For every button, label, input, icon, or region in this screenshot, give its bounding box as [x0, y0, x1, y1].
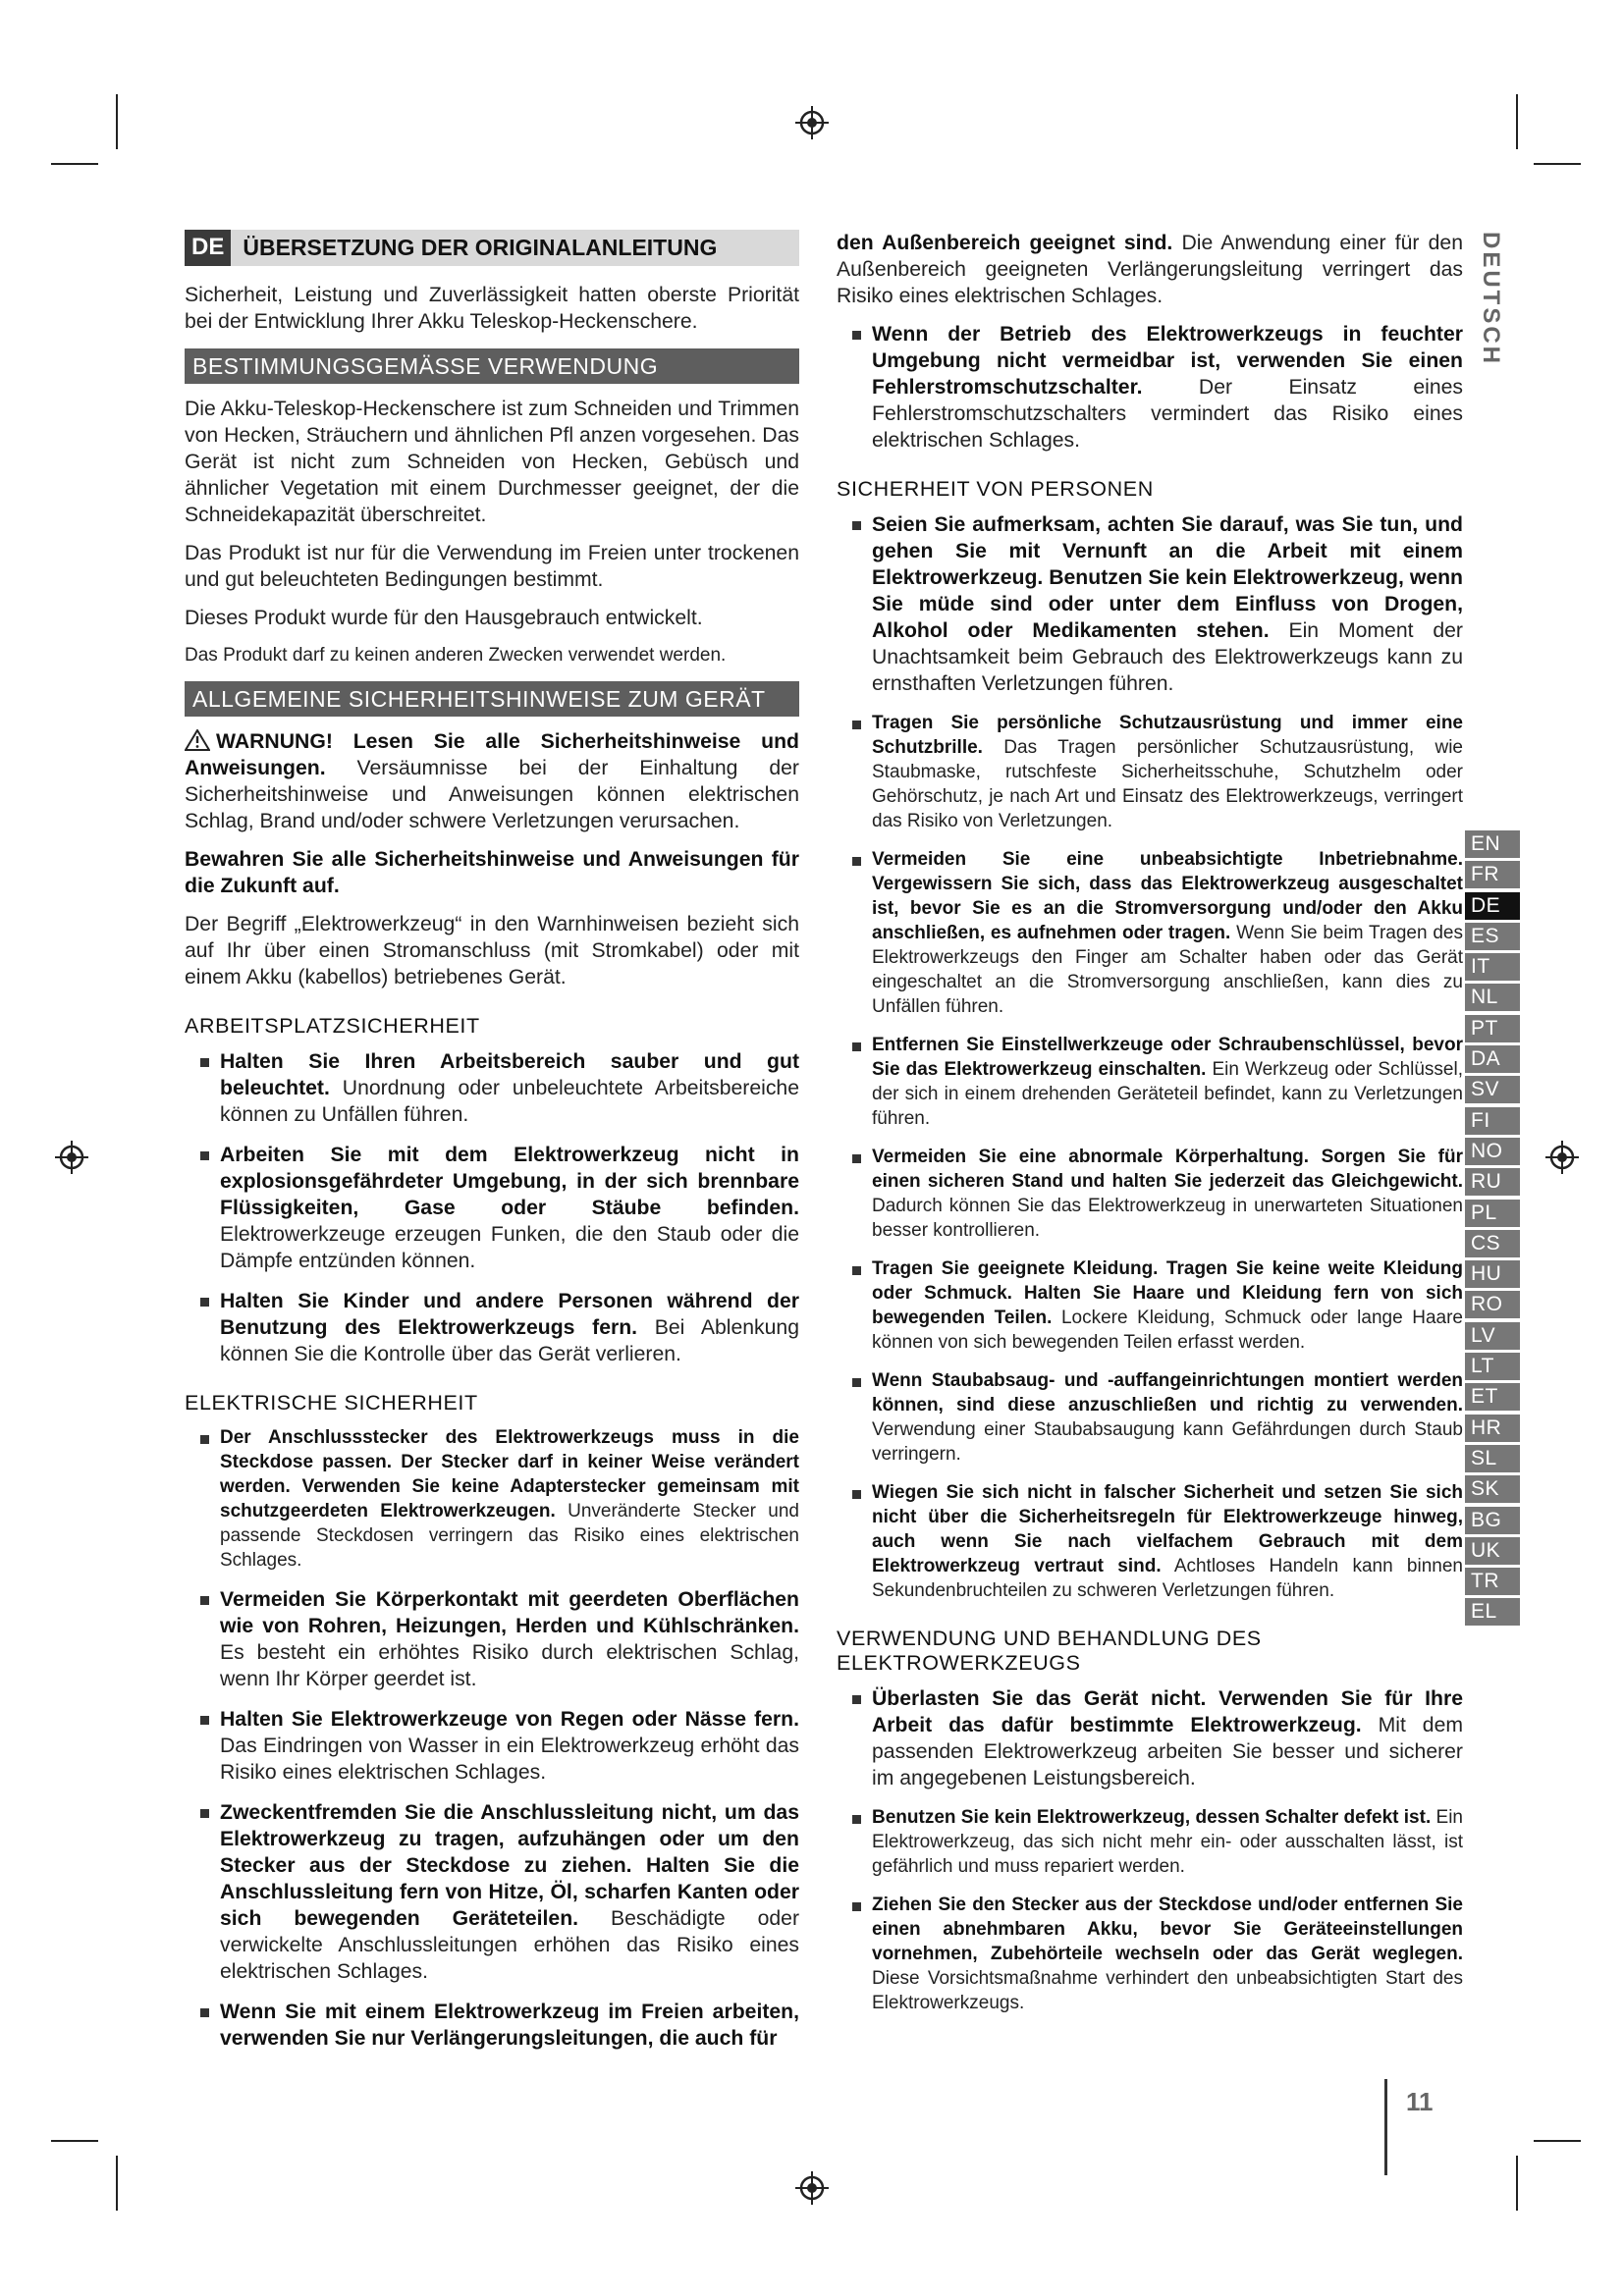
top-banner [185, 230, 799, 266]
lang-tab-pl[interactable]: PL [1465, 1200, 1520, 1227]
warning-triangle-icon [185, 729, 210, 751]
crop-mark [51, 163, 98, 165]
page-number-divider [1384, 2079, 1387, 2175]
lang-tab-fr[interactable]: FR [1465, 861, 1520, 888]
bullet-icon [200, 1716, 209, 1725]
page-number: 11 [1406, 2087, 1434, 2116]
lang-tab-bg[interactable]: BG [1465, 1507, 1520, 1534]
keep-instructions: Bewahren Sie alle Sicherheitshinweise und Anweisungen für die Zukunft auf. [185, 848, 799, 897]
paragraph: Dieses Produkt wurde für den Hausgebrauch entwickelt. [185, 607, 703, 629]
list-item: Wenn der Betrieb des Elektrowerkzeugs in feuchter Umgebung nicht vermeidbar ist, verwenden Sie einen Fehlerstromschutzschalter. Der Einsatz eines Fehlerstromschutzschalters vermindert das Risiko eines elektrischen Schlages. [837, 321, 1463, 454]
paragraph: Das Produkt darf zu keinen anderen Zwecken verwendet werden. [185, 645, 727, 666]
list-item: Entfernen Sie Einstellwerkzeuge oder Schraubenschlüssel, bevor Sie das Elektrowerkzeug einschalten. Ein Werkzeug oder Schlüssel, der sich in einem drehenden Geräteteil befindet, kann zu Verletzungen führen. [837, 1033, 1463, 1131]
lang-tab-es[interactable]: ES [1465, 923, 1520, 950]
language-tag: DE [185, 230, 231, 266]
list-item: Vermeiden Sie Körperkontakt mit geerdeten Oberflächen wie von Rohren, Heizungen, Herden und Kühlschränken. Es besteht ein erhöhtes Risiko durch elektrischen Schlag, wenn Ihr Körper geerdet ist. [185, 1586, 799, 1692]
lang-tab-en[interactable]: EN [1465, 830, 1520, 858]
lang-tab-ru[interactable]: RU [1465, 1168, 1520, 1196]
list-item: Ziehen Sie den Stecker aus der Steckdose und/oder entfernen Sie einen abnehmbaren Akku, bevor Sie Geräteeinstellungen vornehmen, Zubehörteile wechseln oder das Gerät weglegen. Diese Vorsichtsmaßnahme verhindert den unbeabsichtigten Start des Elektrowerkzeugs. [837, 1893, 1463, 2015]
bullet-icon [852, 1695, 861, 1704]
paragraph: Das Produkt ist nur für die Verwendung im Freien unter trockenen und gut beleuchteten Bedingungen bestimmt. [185, 542, 799, 591]
lang-tab-tr[interactable]: TR [1465, 1568, 1520, 1595]
lang-tab-hr[interactable]: HR [1465, 1415, 1520, 1442]
language-side-label: DEUTSCH [1478, 232, 1504, 367]
bullet-icon [852, 1042, 861, 1051]
bullet-icon [852, 521, 861, 530]
document-title: ÜBERSETZUNG DER ORIGINALANLEITUNG [243, 235, 718, 260]
heading-workplace-safety: ARBEITSPLATZSICHERHEIT [185, 1014, 480, 1038]
intro-text: Sicherheit, Leistung und Zuverlässigkeit hatten oberste Priorität bei der Entwicklung Ihrer Akku Teleskop-Heckenschere. [185, 284, 799, 333]
warning-paragraph: WARNUNG! Lesen Sie alle Sicherheitshinweise und Anweisungen. Versäumnisse bei der Einhaltung der Sicherheitshinweise und Anweisungen können elektrischen Schlag, Brand und/oder schwere Verletzungen verursachen. [185, 730, 799, 832]
right-column [837, 230, 1463, 2029]
registration-mark-icon [795, 106, 829, 139]
section-banner-general-safety: ALLGEMEINE SICHERHEITSHINWEISE ZUM GERÄT [185, 681, 799, 717]
heading-electrical-safety: ELEKTRISCHE SICHERHEIT [185, 1391, 478, 1415]
bullet-icon [852, 1378, 861, 1387]
bullet-icon [852, 1266, 861, 1275]
lang-tab-et[interactable]: ET [1465, 1383, 1520, 1411]
bullet-icon [200, 2008, 209, 2017]
crop-mark [116, 2156, 118, 2211]
list-item: Tragen Sie geeignete Kleidung. Tragen Sie keine weite Kleidung oder Schmuck. Halten Sie Haare und Kleidung fern von sich bewegenden Teilen. Lockere Kleidung, Schmuck oder lange Haare können von sich bewegenden Teilen erfasst werden. [837, 1256, 1463, 1355]
paragraph: Der Begriff „Elektrowerkzeug“ in den Warnhinweisen bezieht sich auf Ihr über einen Stromanschluss (mit Stromkabel) oder mit einem Akku (kabellos) betriebenes Gerät. [185, 913, 799, 988]
crop-mark [1534, 2140, 1581, 2142]
lang-tab-sk[interactable]: SK [1465, 1475, 1520, 1503]
lang-tab-uk[interactable]: UK [1465, 1537, 1520, 1565]
section-banner-intended-use: BESTIMMUNGSGEMÄSSE VERWENDUNG [185, 348, 799, 384]
lang-tab-lv[interactable]: LV [1465, 1322, 1520, 1350]
bullet-icon [200, 1435, 209, 1444]
heading-tool-use: VERWENDUNG UND BEHANDLUNG DES ELEKTROWERKZEUGS [837, 1627, 1262, 1675]
lang-tab-da[interactable]: DA [1465, 1045, 1520, 1073]
list-item: Überlasten Sie das Gerät nicht. Verwenden Sie für Ihre Arbeit das dafür bestimmte Elektrowerkzeug. Mit dem passenden Elektrowerkzeug arbeiten Sie besser und sicherer im angegebenen Leistungsbereich. [837, 1685, 1463, 1791]
bullet-icon [852, 331, 861, 340]
registration-mark-icon [795, 2171, 829, 2205]
bullet-icon [852, 1902, 861, 1911]
list-item: Seien Sie aufmerksam, achten Sie darauf, was Sie tun, und gehen Sie mit Vernunft an die Arbeit mit einem Elektrowerkzeug. Benutzen Sie kein Elektrowerkzeug, wenn Sie müde sind oder unter dem Einfluss von Drogen, Alkohol oder Medikamenten stehen. Ein Moment der Unachtsamkeit beim Gebrauch des Elektrowerkzeugs kann zu ernsthaften Verletzungen führen. [837, 511, 1463, 697]
bullet-icon [200, 1151, 209, 1160]
lang-tab-de[interactable]: DE [1465, 892, 1520, 920]
bullet-icon [852, 1490, 861, 1499]
list-item: Wenn Staubabsaug- und -auffangeinrichtungen montiert werden können, sind diese anzuschließen und richtig zu verwenden. Verwendung einer Staubabsaugung kann Gefährdungen durch Staub verringern. [837, 1368, 1463, 1467]
list-item: Arbeiten Sie mit dem Elektrowerkzeug nicht in explosionsgefährdeter Umgebung, in der sich brennbare Flüssigkeiten, Gase oder Stäube befinden. Elektrowerkzeuge erzeugen Funken, die den Staub oder die Dämpfe entzünden können. [185, 1142, 799, 1274]
bullet-icon [852, 857, 861, 866]
lang-tab-nl[interactable]: NL [1465, 984, 1520, 1011]
list-item: Halten Sie Elektrowerkzeuge von Regen oder Nässe fern. Das Eindringen von Wasser in ein Elektrowerkzeug erhöht das Risiko eines elektrischen Schlages. [185, 1706, 799, 1786]
language-tab-list [1465, 830, 1520, 1629]
crop-mark [1516, 94, 1518, 149]
heading-personal-safety: SICHERHEIT VON PERSONEN [837, 477, 1154, 501]
bullet-icon [852, 1154, 861, 1163]
list-item: Wenn Sie mit einem Elektrowerkzeug im Freien arbeiten, verwenden Sie nur Verlängerungsleitungen, die auch für [185, 1999, 799, 2052]
paragraph: Die Akku-Teleskop-Heckenschere ist zum Schneiden und Trimmen von Hecken, Sträuchern und ähnlichen Pfl anzen vorgesehen. Das Gerät ist nicht zum Schneiden von Hecken, Gebüsch und ähnlicher Vegetation mit einem Durchmesser geeignet, der die Schneidekapazität überschreitet. [185, 398, 799, 526]
list-item: Wiegen Sie sich nicht in falscher Sicherheit und setzen Sie sich nicht über die Sicherheitsregeln für Elektrowerkzeuge hinweg, auch wenn Sie nach vielfachem Gebrauch mit dem Elektrowerkzeug vertraut sind. Achtloses Handeln kann binnen Sekundenbruchteilen zu schweren Verletzungen führen. [837, 1480, 1463, 1603]
bullet-icon [200, 1596, 209, 1605]
list-item: Halten Sie Ihren Arbeitsbereich sauber und gut beleuchtet. Unordnung oder unbeleuchtete Arbeitsbereiche können zu Unfällen führen. [185, 1048, 799, 1128]
lang-tab-no[interactable]: NO [1465, 1138, 1520, 1165]
lang-tab-lt[interactable]: LT [1465, 1353, 1520, 1380]
lang-tab-hu[interactable]: HU [1465, 1260, 1520, 1288]
crop-mark [1534, 163, 1581, 165]
list-item: Vermeiden Sie eine abnormale Körperhaltung. Sorgen Sie für einen sicheren Stand und halten Sie jederzeit das Gleichgewicht. Dadurch können Sie das Elektrowerkzeug in unerwarteten Situationen besser kontrollieren. [837, 1145, 1463, 1243]
lang-tab-sv[interactable]: SV [1465, 1076, 1520, 1103]
lang-tab-ro[interactable]: RO [1465, 1291, 1520, 1318]
bullet-icon [852, 721, 861, 729]
list-item: Halten Sie Kinder und andere Personen während der Benutzung des Elektrowerkzeugs fern. Bei Ablenkung können Sie die Kontrolle über das Gerät verlieren. [185, 1288, 799, 1367]
list-item: Der Anschlussstecker des Elektrowerkzeugs muss in die Steckdose passen. Der Stecker darf in keiner Weise verändert werden. Verwenden Sie keine Adapterstecker gemeinsam mit schutzgeerdeten Elektrowerkzeugen. Unveränderte Stecker und passende Steckdosen verringern das Risiko eines elektrischen Schlages. [185, 1425, 799, 1573]
registration-mark-icon [1545, 1141, 1579, 1174]
list-item: Benutzen Sie kein Elektrowerkzeug, dessen Schalter defekt ist. Ein Elektrowerkzeug, das sich nicht mehr ein- oder ausschalten lässt, ist gefährlich und muss repariert werden. [837, 1805, 1463, 1879]
paragraph: den Außenbereich geeignet sind. Die Anwendung einer für den Außenbereich geeigneten Verlängerungsleitung verringert das Risiko eines elektrischen Schlages. [837, 232, 1463, 307]
lang-tab-fi[interactable]: FI [1465, 1107, 1520, 1135]
list-item: Zweckentfremden Sie die Anschlussleitung nicht, um das Elektrowerkzeug zu tragen, aufzuhängen oder um den Stecker aus der Steckdose zu ziehen. Halten Sie die Anschlussleitung fern von Hitze, Öl, scharfen Kanten oder sich bewegenden Geräteteilen. Beschädigte oder verwickelte Anschlussleitungen erhöhen das Risiko eines elektrischen Schlages. [185, 1799, 799, 1985]
lang-tab-it[interactable]: IT [1465, 953, 1520, 981]
crop-mark [1516, 2156, 1518, 2211]
registration-mark-icon [55, 1141, 88, 1174]
crop-mark [51, 2140, 98, 2142]
lang-tab-sl[interactable]: SL [1465, 1445, 1520, 1472]
lang-tab-pt[interactable]: PT [1465, 1015, 1520, 1042]
bullet-icon [200, 1298, 209, 1307]
bullet-icon [200, 1809, 209, 1818]
lang-tab-cs[interactable]: CS [1465, 1230, 1520, 1257]
left-column [185, 230, 799, 2065]
crop-mark [116, 94, 118, 149]
bullet-icon [852, 1815, 861, 1824]
list-item: Vermeiden Sie eine unbeabsichtigte Inbetriebnahme. Vergewissern Sie sich, dass das Elektrowerkzeug ausgeschaltet ist, bevor Sie es an die Stromversorgung und/oder den Akku anschließen, es aufnehmen oder tragen. Wenn Sie beim Tragen des Elektrowerkzeugs den Finger am Schalter haben oder das Gerät eingeschaltet an die Stromversorgung anschließen, kann dies zu Unfällen führen. [837, 847, 1463, 1019]
lang-tab-el[interactable]: EL [1465, 1598, 1520, 1626]
bullet-icon [200, 1058, 209, 1067]
list-item: Tragen Sie persönliche Schutzausrüstung und immer eine Schutzbrille. Das Tragen persönlicher Schutzausrüstung, wie Staubmaske, rutschfeste Sicherheitsschuhe, Schutzhelm oder Gehörschutz, je nach Art und Einsatz des Elektrowerkzeugs, verringert das Risiko von Verletzungen. [837, 711, 1463, 833]
